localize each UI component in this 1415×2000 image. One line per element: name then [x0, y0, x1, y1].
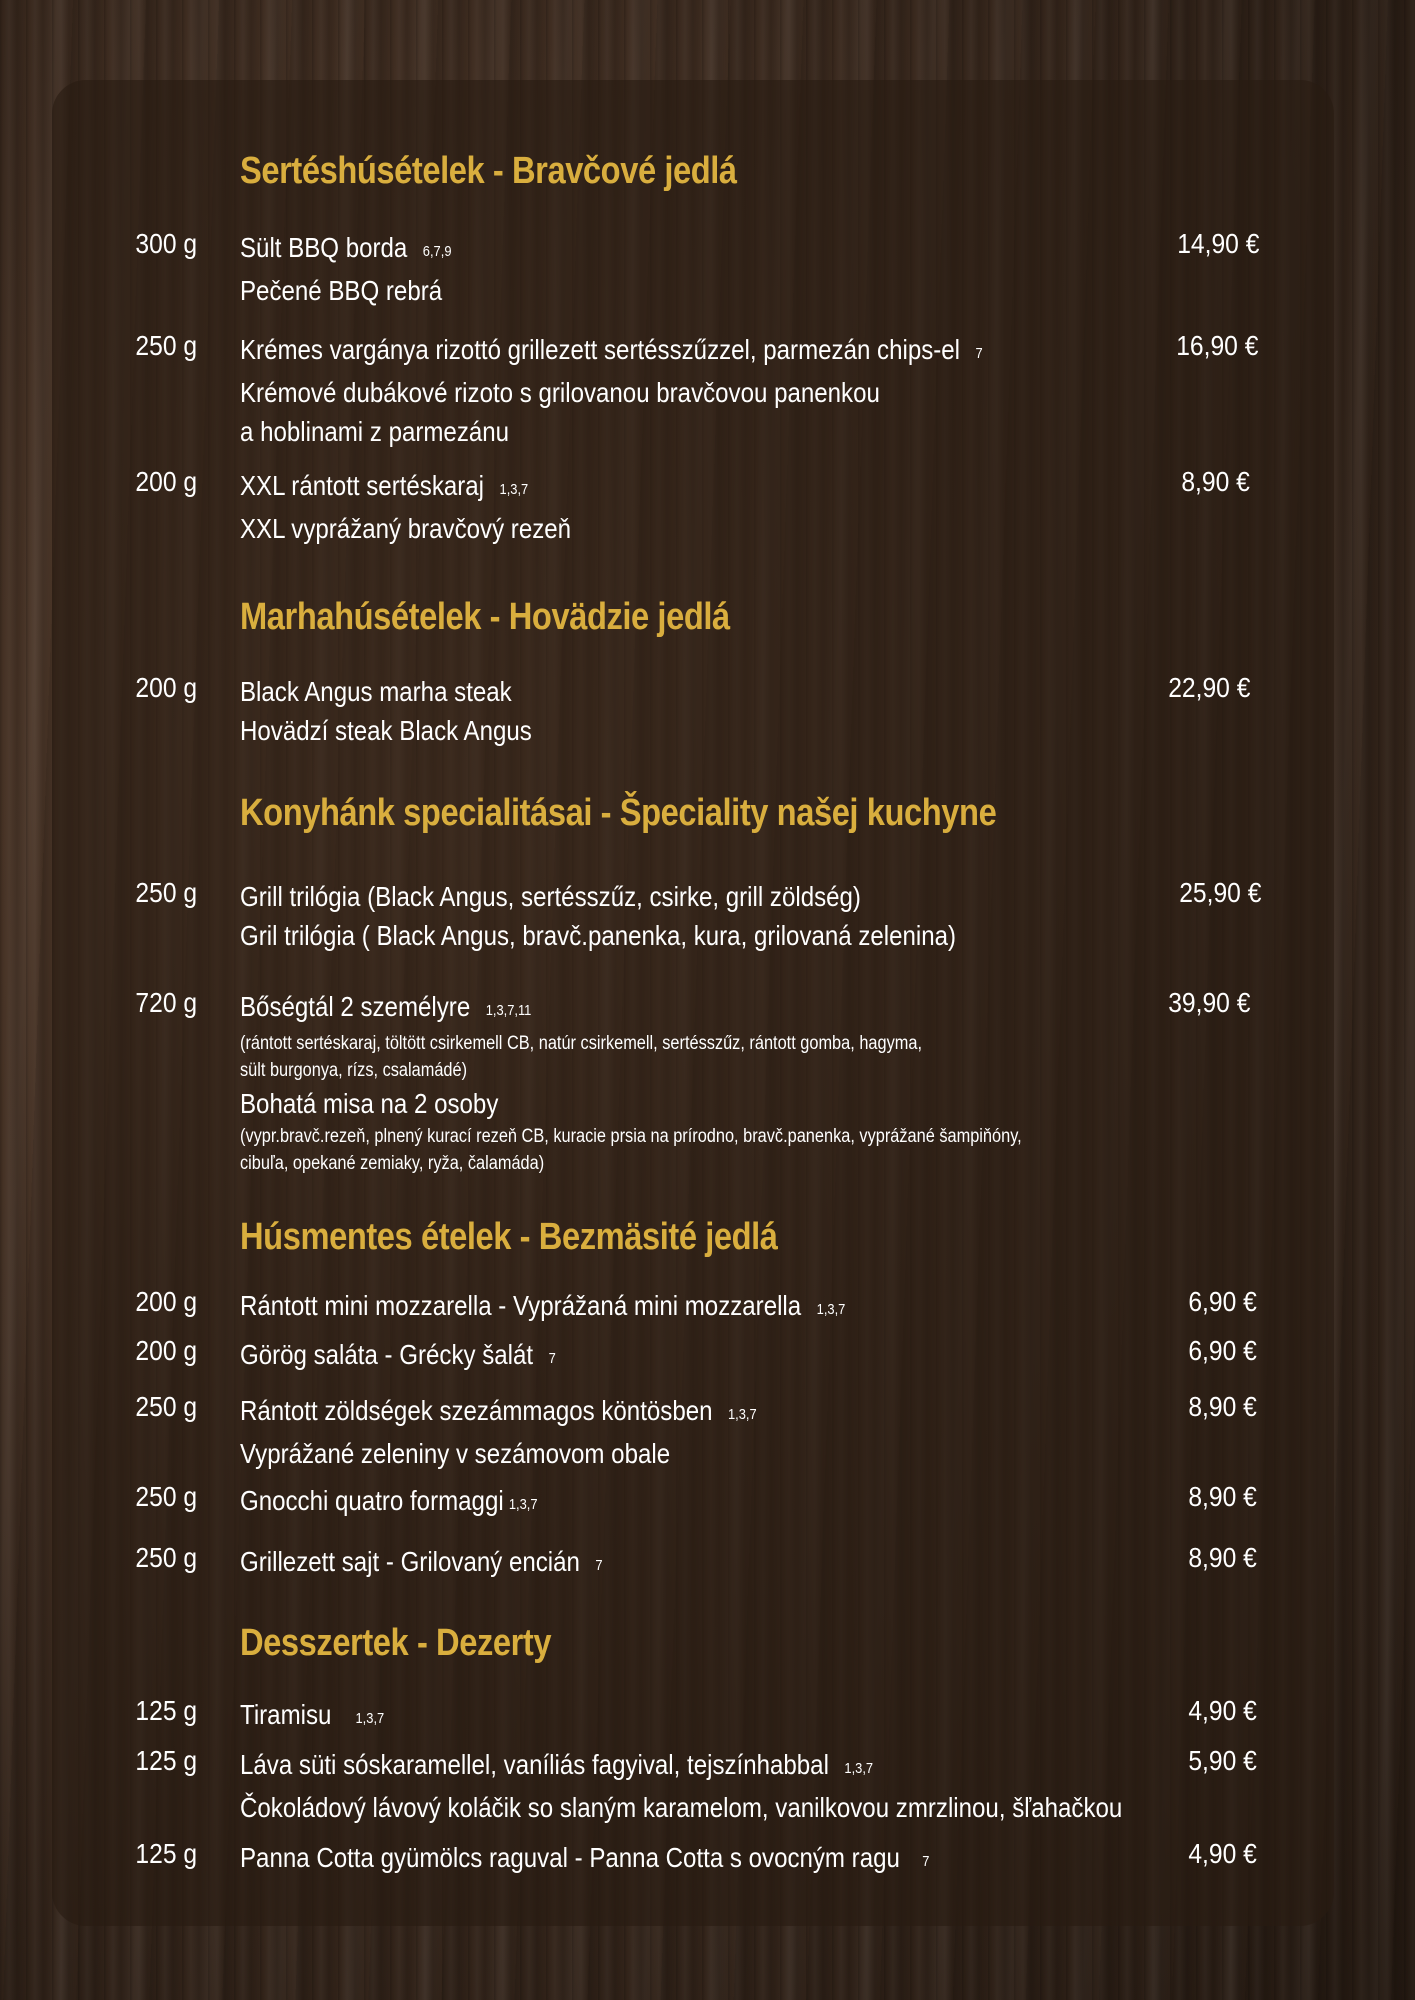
section-title-meatless: Húsmentes ételek - Bezmäsité jedlá	[240, 1216, 778, 1258]
item-price: 6,90 €	[1188, 1335, 1257, 1366]
item-description-cont: sült burgonya, rízs, csalamádé)	[240, 1060, 468, 1081]
item-name: Grillezett sajt - Grilovaný encián	[240, 1546, 580, 1577]
item-name-translation: Gril trilógia ( Black Angus, bravč.panenka, kura, grilovaná zelenina)	[240, 920, 957, 951]
item-allergens: 1,3,7	[508, 1496, 538, 1513]
item-price: 8,90 €	[1188, 1481, 1257, 1512]
item-name: Krémes vargánya rizottó grillezett sertésszűzzel, parmezán chips-el	[240, 334, 961, 365]
item-name-translation: Pečené BBQ rebrá	[240, 275, 443, 306]
item-allergens: 7	[595, 1557, 603, 1574]
item-weight: 720 g	[135, 987, 197, 1018]
item-name-translation-cont: a hoblinami z parmezánu	[240, 416, 510, 447]
item-name-translation: XXL vyprážaný bravčový rezeň	[240, 513, 572, 544]
item-price: 25,90 €	[1178, 877, 1261, 908]
item-weight: 125 g	[135, 1838, 197, 1869]
item-weight: 250 g	[135, 877, 197, 908]
item-name: Láva süti sóskaramellel, vaníliás fagyival, tejszínhabbal	[240, 1749, 829, 1780]
item-price: 8,90 €	[1181, 466, 1250, 497]
item-name: Panna Cotta gyümölcs raguval - Panna Cotta s ovocným ragu	[240, 1842, 900, 1873]
item-weight: 200 g	[135, 466, 197, 497]
item-name: Gnocchi quatro formaggi	[240, 1485, 504, 1516]
section-title-desserts: Desszertek - Dezerty	[240, 1622, 552, 1664]
item-name: XXL rántott sertéskaraj	[240, 470, 485, 501]
section-title-beef: Marhahúsételek - Hovädzie jedlá	[240, 596, 730, 638]
item-weight: 250 g	[135, 1542, 197, 1573]
item-allergens: 1,3,7	[844, 1760, 874, 1777]
section-title-pork: Sertéshúsételek - Bravčové jedlá	[240, 150, 737, 192]
item-price: 4,90 €	[1188, 1695, 1257, 1726]
item-allergens: 1,3,7	[355, 1710, 385, 1727]
item-price: 5,90 €	[1188, 1745, 1257, 1776]
item-name: Grill trilógia (Black Angus, sertésszűz, csirke, grill zöldség)	[240, 881, 861, 912]
item-price: 22,90 €	[1167, 672, 1250, 703]
item-weight: 300 g	[135, 228, 197, 259]
item-allergens: 1,3,7,11	[485, 1002, 532, 1019]
item-allergens: 1,3,7	[727, 1406, 757, 1423]
item-weight: 250 g	[135, 330, 197, 361]
item-name-translation: Vyprážané zeleniny v sezámovom obale	[240, 1438, 671, 1469]
item-price: 8,90 €	[1188, 1391, 1257, 1422]
item-name: Black Angus marha steak	[240, 676, 512, 707]
item-weight: 200 g	[135, 672, 197, 703]
item-name: Sült BBQ borda	[240, 232, 408, 263]
item-description-translation: (vypr.bravč.rezeň, plnený kurací rezeň CB, kuracie prsia na prírodno, bravč.panenka, vyprážané šampiňóny,	[240, 1126, 1022, 1147]
item-name: Bőségtál 2 személyre	[240, 991, 471, 1022]
item-name-translation: Čokoládový lávový koláčik so slaným karamelom, vanilkovou zmrzlinou, šľahačkou	[240, 1792, 1123, 1823]
item-allergens: 7	[975, 345, 983, 362]
item-price: 16,90 €	[1175, 330, 1258, 361]
item-allergens: 7	[548, 1350, 556, 1367]
item-weight: 125 g	[135, 1695, 197, 1726]
item-weight: 200 g	[135, 1335, 197, 1366]
item-allergens: 1,3,7	[816, 1301, 846, 1318]
item-weight: 250 g	[135, 1481, 197, 1512]
item-description-translation-cont: cibuľa, opekané zemiaky, ryža, čalamáda)	[240, 1153, 545, 1174]
item-name: Tiramisu	[240, 1699, 332, 1730]
item-allergens: 6,7,9	[422, 243, 452, 260]
section-title-specialities: Konyhánk specialitásai - Špeciality našej kuchyne	[240, 792, 997, 834]
item-price: 39,90 €	[1167, 987, 1250, 1018]
item-price: 6,90 €	[1188, 1286, 1257, 1317]
item-name: Görög saláta - Grécky šalát	[240, 1339, 534, 1370]
item-name-translation: Bohatá misa na 2 osoby	[240, 1088, 499, 1119]
item-price: 8,90 €	[1188, 1542, 1257, 1573]
item-allergens: 1,3,7	[499, 481, 529, 498]
item-name: Rántott zöldségek szezámmagos köntösben	[240, 1395, 713, 1426]
item-name-translation: Hovädzí steak Black Angus	[240, 715, 532, 746]
item-price: 14,90 €	[1176, 228, 1259, 259]
item-weight: 125 g	[135, 1745, 197, 1776]
item-weight: 250 g	[135, 1391, 197, 1422]
item-price: 4,90 €	[1188, 1838, 1257, 1869]
item-description: (rántott sertéskaraj, töltött csirkemell CB, natúr csirkemell, sertésszűz, rántott gomba, hagyma,	[240, 1033, 922, 1054]
item-allergens: 7	[922, 1853, 930, 1870]
item-weight: 200 g	[135, 1286, 197, 1317]
item-name: Rántott mini mozzarella - Vyprážaná mini mozzarella	[240, 1290, 802, 1321]
item-name-translation: Krémové dubákové rizoto s grilovanou bravčovou panenkou	[240, 377, 880, 408]
